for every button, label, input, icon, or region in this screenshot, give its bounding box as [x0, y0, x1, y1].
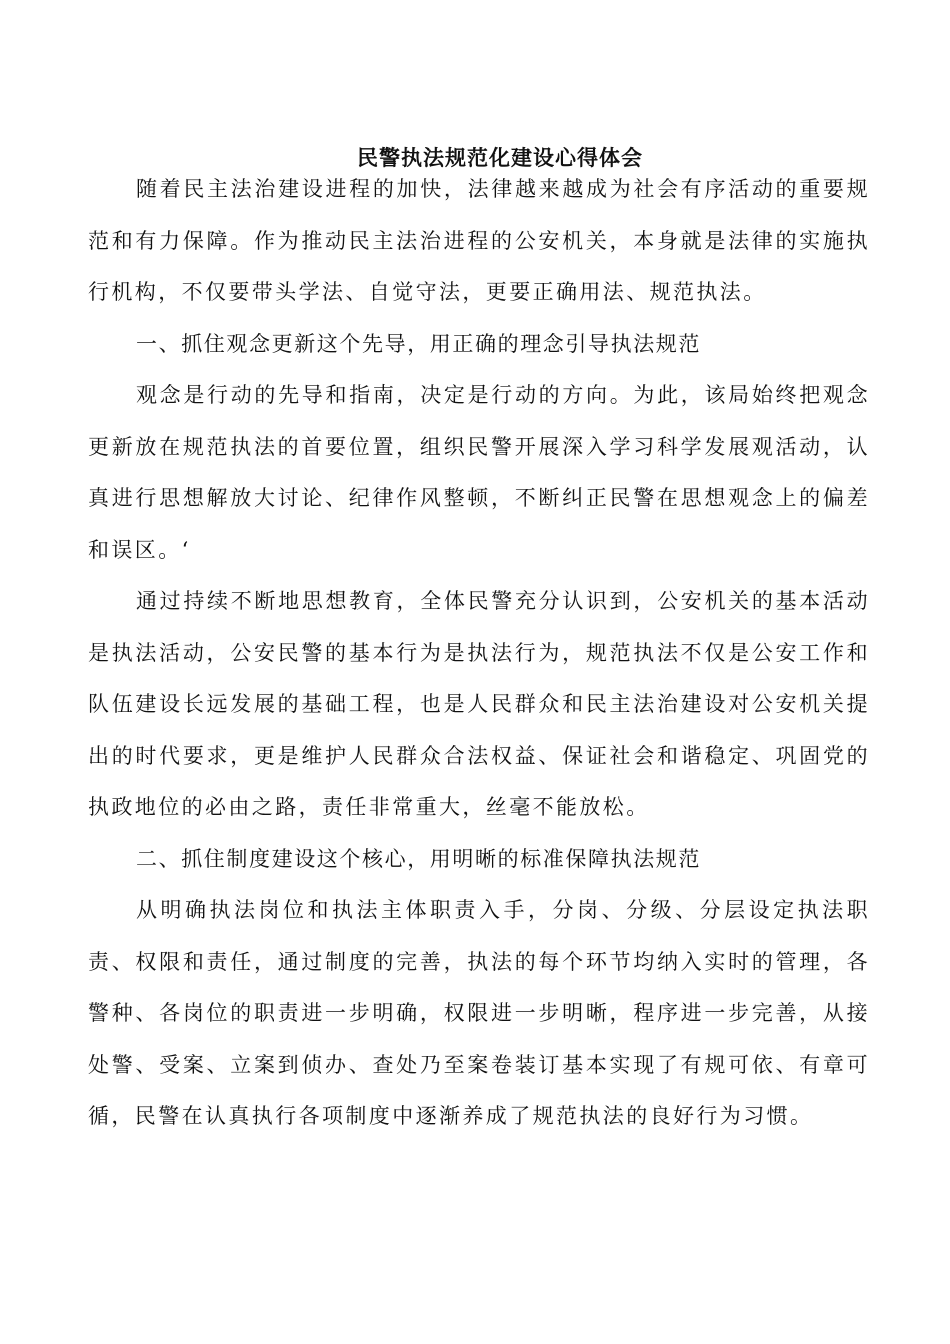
body-paragraph: 观念是行动的先导和指南，决定是行动的方向。为此，该局始终把观念更新放在规范执法的首要位置，组织民警开展深入学习科学发展观活动，认真进行思想解放大讨论、纪律作风整顿，不断纠正民警在思想观念上的偏差和误区。‘ — [88, 383, 870, 562]
body-paragraph: 从明确执法岗位和执法主体职责入手，分岗、分级、分层设定执法职责、权限和责任，通过制度的完善，执法的每个环节均纳入实时的管理，各警种、各岗位的职责进一步明确，权限进一步明晰，程序进一步完善，从接处警、受案、立案到侦办、查处乃至案卷装订基本实现了有规可依、有章可循，民警在认真执行各项制度中逐渐养成了规范执法的良好行为习惯。 — [88, 898, 870, 1128]
document-body — [88, 164, 870, 1143]
intro-paragraph: 随着民主法治建设进程的加快，法律越来越成为社会有序活动的重要规范和有力保障。作为推动民主法治进程的公安机关，本身就是法律的实施执行机构，不仅要带头学法、自觉守法，更要正确用法、规范执法。 — [88, 177, 870, 304]
body-paragraph: 通过持续不断地思想教育，全体民警充分认识到，公安机关的基本活动是执法活动，公安民警的基本行为是执法行为，规范执法不仅是公安工作和队伍建设长远发展的基础工程，也是人民群众和民主法治建设对公安机关提出的时代要求，更是维护人民群众合法权益、保证社会和谐稳定、巩固党的执政地位的必由之路，责任非常重大，丝毫不能放松。 — [88, 589, 870, 819]
section-heading-1: 一、抓住观念更新这个先导，用正确的理念引导执法规范 — [136, 331, 701, 356]
document-title: 民警执法规范化建设心得体会 — [357, 146, 643, 170]
section-heading-2: 二、抓住制度建设这个核心，用明晰的标准保障执法规范 — [136, 846, 701, 871]
